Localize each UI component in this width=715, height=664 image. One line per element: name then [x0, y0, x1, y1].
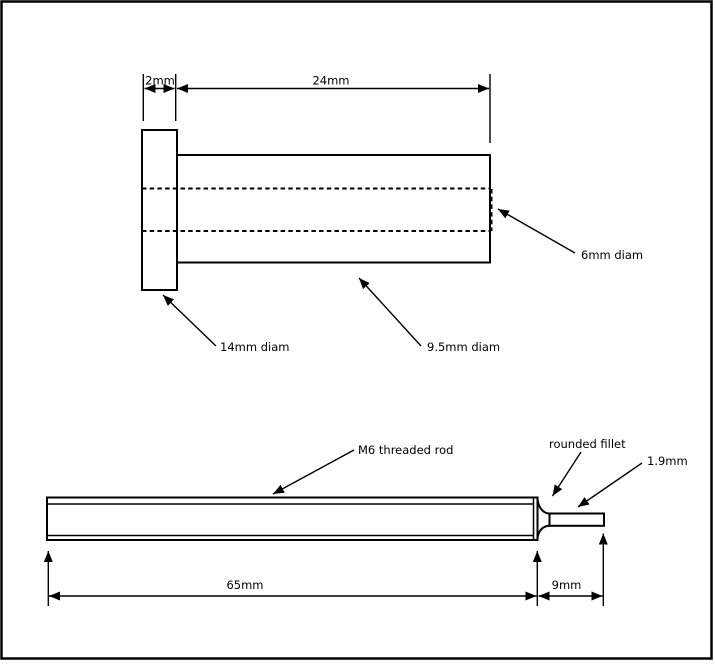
- label-threaded-rod: M6 threaded rod: [358, 443, 454, 457]
- label-hole-diameter: 6mm diam: [581, 248, 644, 262]
- top-view: [142, 74, 643, 355]
- label-body-diameter: 9.5mm diam: [427, 340, 501, 354]
- leader-arrow-tip-diameter: [578, 463, 642, 507]
- leader-arrow-flange-diameter: [163, 295, 216, 346]
- page-border: [2, 2, 712, 659]
- dimension-text-body-length: 24mm: [312, 73, 350, 88]
- body-outline: [177, 155, 490, 263]
- bottom-view: [47, 437, 688, 606]
- label-flange-diameter: 14mm diam: [220, 340, 290, 354]
- flange-outline: [142, 130, 177, 290]
- fillet-curve-top: [538, 500, 550, 514]
- tip-pin-outline: [550, 514, 605, 526]
- dimension-text-rod-length: 65mm: [226, 578, 264, 592]
- fillet-curve-bottom: [538, 526, 550, 538]
- leader-arrow-body-diameter: [359, 278, 421, 346]
- leader-arrow-threaded-rod: [273, 450, 354, 494]
- leader-arrow-hole-diameter: [498, 209, 575, 253]
- dimension-text-flange-width: 2mm: [145, 73, 175, 88]
- leader-arrow-rounded-fillet: [553, 452, 582, 496]
- label-tip-diameter: 1.9mm: [647, 454, 688, 468]
- label-rounded-fillet: rounded fillet: [549, 437, 626, 451]
- dimension-text-tip-length: 9mm: [551, 578, 582, 592]
